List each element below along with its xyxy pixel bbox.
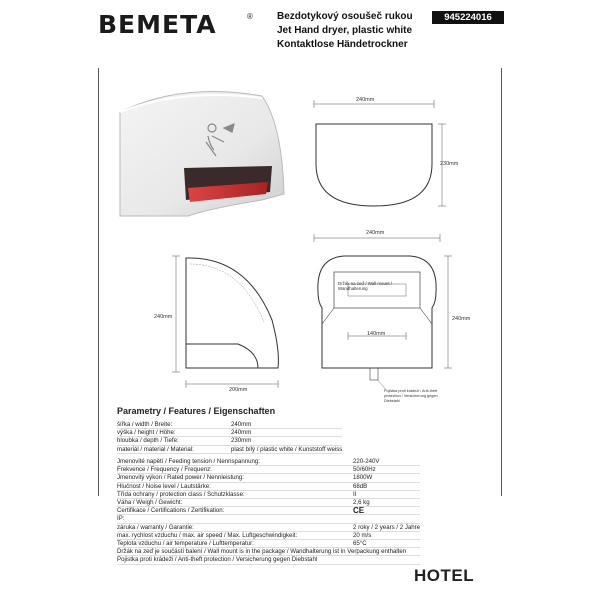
table-row: max. rychlost vzduchu / max. air speed / Max. Luftgeschwindigkeit: 20 m/s — [117, 531, 420, 539]
front-width-label: 240mm — [366, 230, 385, 236]
front-height-label: 240mm — [452, 316, 471, 322]
table-row: šířka / width / Breite: 240mm — [117, 421, 342, 429]
table-row: záruka / warranty / Garantie: 2 roky / 2 years / 2 Jahre — [117, 523, 421, 531]
table-row: Hlučnost / Noise level / Lautstärke: 68dB — [117, 482, 420, 490]
product-titles — [277, 10, 413, 52]
product-code: 945224016 — [432, 11, 504, 24]
title-en: Jet Hand dryer, plastic white — [277, 25, 413, 36]
dimensions-table — [117, 421, 342, 454]
table-row: Certifikace / Certifications / Zertifikation: CE — [117, 507, 420, 515]
side-depth-label: 200mm — [229, 387, 248, 393]
table-row: Jmenovitý výkon / Rated power / Nennleistung: 1800W — [117, 474, 420, 482]
table-row: Frekvence / Frequency / Frequenz: 50/60Hz — [117, 466, 420, 474]
table-row: Teplota vzduchu / air temperature / Lufttemperatur: 65°C — [117, 540, 420, 548]
table-row: IP: — [117, 515, 420, 523]
registered-mark: ® — [247, 12, 253, 21]
table-row: Váha / Weigh / Gewicht: 2,6 kg — [117, 499, 420, 507]
brand-logo: BEMETA — [98, 10, 217, 39]
table-row: Pojistka proti krádeži / Anti-theft protection / Versicherung gegen Diebstahl — [117, 556, 420, 564]
top-view-drawing — [308, 94, 458, 234]
table-row: hloubka / depth / Tiefe: 230mm — [117, 437, 342, 445]
side-view-drawing — [166, 252, 306, 402]
technical-table — [117, 458, 420, 565]
product-photo — [112, 84, 282, 224]
title-cz: Bezdotykový osoušeč rukou — [277, 11, 413, 22]
top-width-label: 240mm — [356, 97, 375, 103]
table-row: Jmenovité napětí / Feeding tension / Nennspannung: 220-240V — [117, 458, 420, 466]
collection-name: HOTEL — [414, 566, 475, 585]
inner-width-label: 140mm — [367, 331, 386, 337]
front-view-drawing — [308, 232, 471, 402]
antitheft-note: Pojistka proti krádeži / Anti-theft protection / Versicherung gegen Diebstahl — [384, 389, 438, 403]
ce-mark: CE — [353, 506, 365, 516]
table-row: materiál / material / Material: plast bílý / plastic white / Kunststoff weiss — [117, 445, 343, 453]
table-row: výška / height / Höhe: 240mm — [117, 429, 342, 437]
title-de: Kontaktlose Händetrockner — [277, 39, 408, 50]
table-row: Držák na zeď je součástí balení / Wall mount is in the package / Wandhalterung ist in Verpackung enthalten — [117, 548, 420, 556]
side-height-label: 240mm — [154, 314, 173, 320]
top-height-label: 230mm — [440, 161, 459, 167]
params-title: Parametry / Features / Eigenschaften — [117, 406, 276, 416]
table-row: Třída ochrany / protection class / Schutzklasse: II — [117, 490, 420, 498]
wall-mount-note: Držák na zeď / Wall mount / Wandhalterung — [338, 281, 393, 291]
